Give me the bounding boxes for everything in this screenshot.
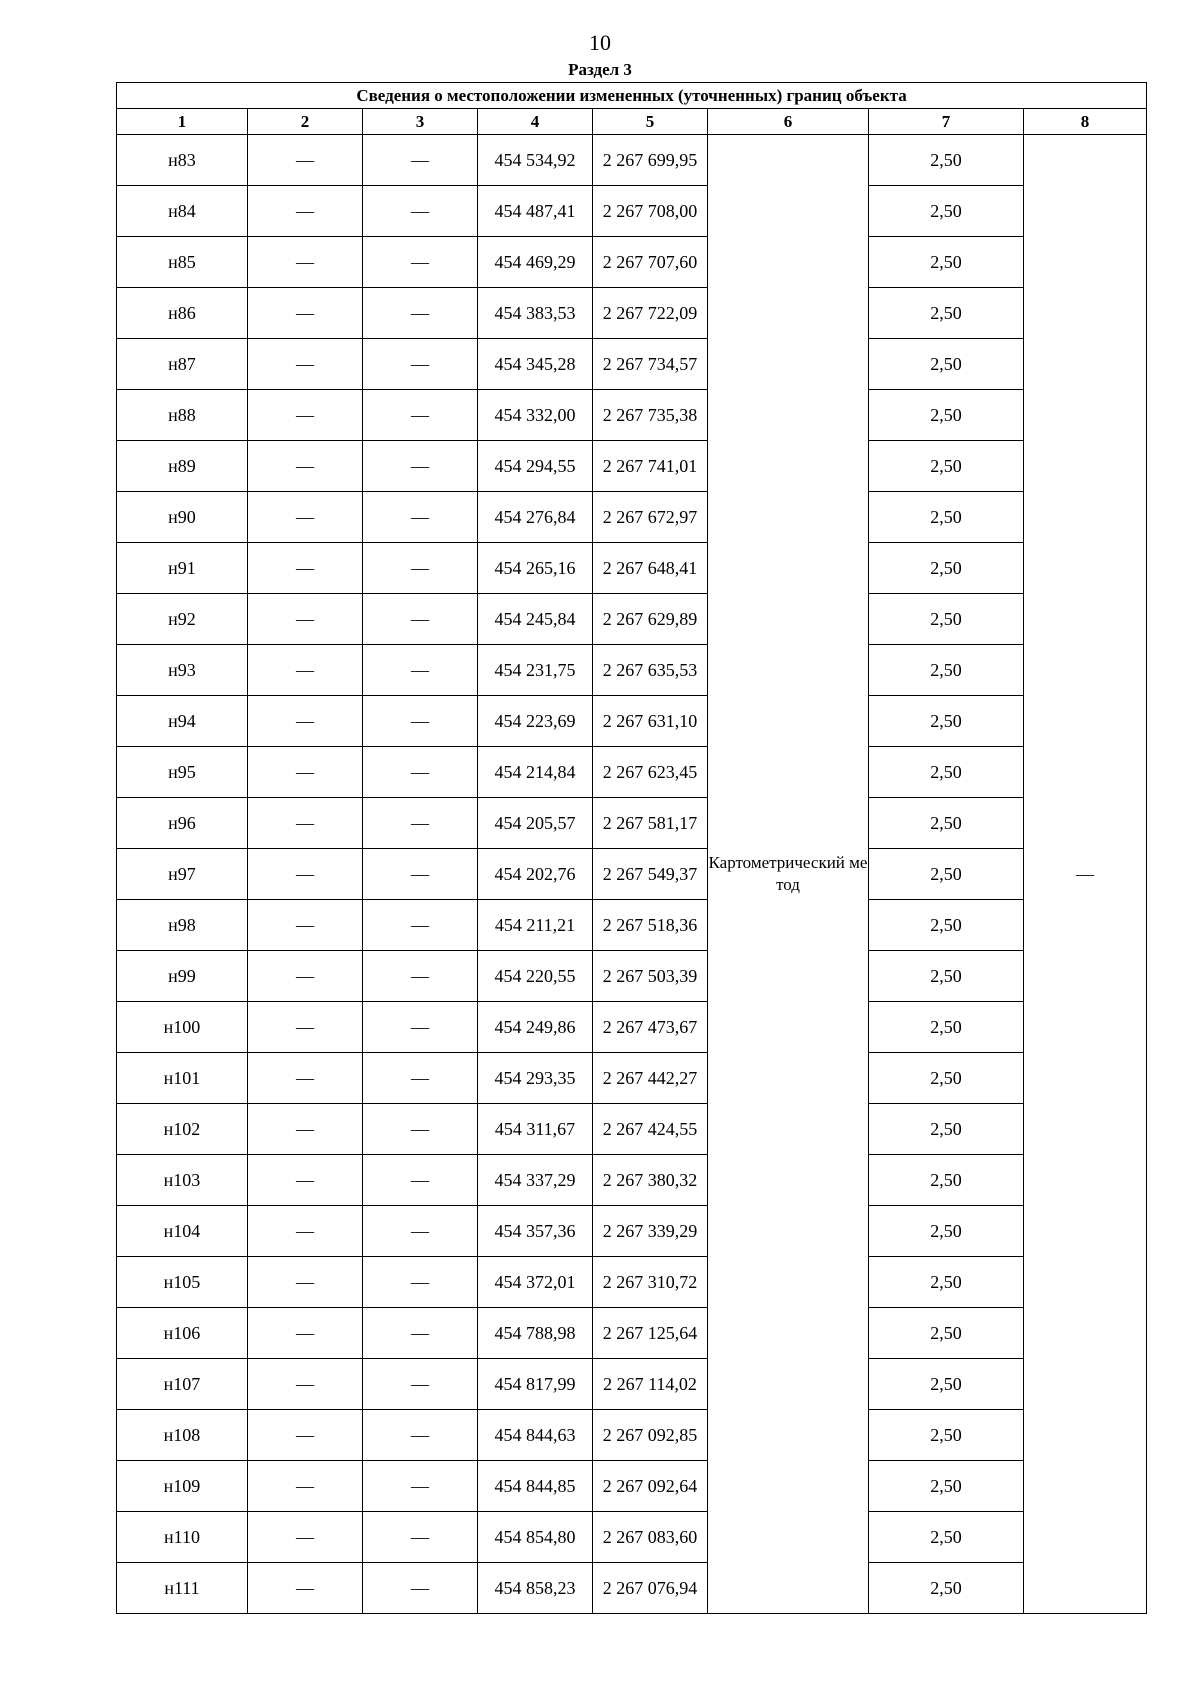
table-row (117, 1308, 1147, 1359)
col2-cell: — (248, 135, 363, 186)
col2-cell: — (248, 594, 363, 645)
y-coordinate-cell: 2 267 741,01 (593, 441, 708, 492)
y-coordinate-cell: 2 267 473,67 (593, 1002, 708, 1053)
col2-cell: — (248, 1359, 363, 1410)
col2-cell: — (248, 441, 363, 492)
accuracy-cell: 2,50 (869, 543, 1024, 594)
accuracy-cell: 2,50 (869, 849, 1024, 900)
table-row (117, 1002, 1147, 1053)
accuracy-cell: 2,50 (869, 696, 1024, 747)
y-coordinate-cell: 2 267 092,85 (593, 1410, 708, 1461)
col3-cell: — (363, 1359, 478, 1410)
x-coordinate-cell: 454 383,53 (478, 288, 593, 339)
accuracy-cell: 2,50 (869, 390, 1024, 441)
accuracy-cell: 2,50 (869, 645, 1024, 696)
point-id-cell: н88 (117, 390, 248, 441)
table-row (117, 900, 1147, 951)
table-row (117, 492, 1147, 543)
col3-cell: — (363, 441, 478, 492)
accuracy-cell: 2,50 (869, 1563, 1024, 1614)
x-coordinate-cell: 454 372,01 (478, 1257, 593, 1308)
col8-cell: — (1024, 135, 1147, 1614)
table-row (117, 1512, 1147, 1563)
point-id-cell: н110 (117, 1512, 248, 1563)
page-number: 10 (589, 30, 611, 55)
col3-cell: — (363, 1563, 478, 1614)
x-coordinate-cell: 454 249,86 (478, 1002, 593, 1053)
y-coordinate-cell: 2 267 648,41 (593, 543, 708, 594)
x-coordinate-cell: 454 345,28 (478, 339, 593, 390)
col2-cell: — (248, 747, 363, 798)
x-coordinate-cell: 454 245,84 (478, 594, 593, 645)
col3-cell: — (363, 696, 478, 747)
point-id-cell: н102 (117, 1104, 248, 1155)
x-coordinate-cell: 454 276,84 (478, 492, 593, 543)
table-row (117, 798, 1147, 849)
y-coordinate-cell: 2 267 707,60 (593, 237, 708, 288)
y-coordinate-cell: 2 267 623,45 (593, 747, 708, 798)
point-id-cell: н90 (117, 492, 248, 543)
col2-cell: — (248, 645, 363, 696)
col3-cell: — (363, 237, 478, 288)
y-coordinate-cell: 2 267 114,02 (593, 1359, 708, 1410)
y-coordinate-cell: 2 267 518,36 (593, 900, 708, 951)
point-id-cell: н98 (117, 900, 248, 951)
accuracy-cell: 2,50 (869, 441, 1024, 492)
table-row (117, 645, 1147, 696)
accuracy-cell: 2,50 (869, 492, 1024, 543)
table-caption: Сведения о местоположении измененных (уточненных) границ объекта (117, 83, 1147, 109)
x-coordinate-cell: 454 265,16 (478, 543, 593, 594)
x-coordinate-cell: 454 534,92 (478, 135, 593, 186)
accuracy-cell: 2,50 (869, 1512, 1024, 1563)
col2-cell: — (248, 1461, 363, 1512)
col2-cell: — (248, 237, 363, 288)
accuracy-cell: 2,50 (869, 900, 1024, 951)
col3-cell: — (363, 798, 478, 849)
point-id-cell: н95 (117, 747, 248, 798)
y-coordinate-cell: 2 267 581,17 (593, 798, 708, 849)
accuracy-cell: 2,50 (869, 1104, 1024, 1155)
col3-cell: — (363, 1053, 478, 1104)
col2-cell: — (248, 492, 363, 543)
y-coordinate-cell: 2 267 708,00 (593, 186, 708, 237)
y-coordinate-cell: 2 267 734,57 (593, 339, 708, 390)
x-coordinate-cell: 454 858,23 (478, 1563, 593, 1614)
x-coordinate-cell: 454 469,29 (478, 237, 593, 288)
y-coordinate-cell: 2 267 549,37 (593, 849, 708, 900)
col2-cell: — (248, 1104, 363, 1155)
point-id-cell: н109 (117, 1461, 248, 1512)
col2-cell: — (248, 1053, 363, 1104)
column-number: 3 (363, 109, 478, 135)
col3-cell: — (363, 1002, 478, 1053)
point-id-cell: н100 (117, 1002, 248, 1053)
boundary-table (116, 82, 1147, 1614)
point-id-cell: н85 (117, 237, 248, 288)
table-row (117, 543, 1147, 594)
col3-cell: — (363, 594, 478, 645)
y-coordinate-cell: 2 267 092,64 (593, 1461, 708, 1512)
col2-cell: — (248, 1308, 363, 1359)
y-coordinate-cell: 2 267 339,29 (593, 1206, 708, 1257)
col3-cell: — (363, 390, 478, 441)
col3-cell: — (363, 543, 478, 594)
table-row (117, 696, 1147, 747)
table-row (117, 1257, 1147, 1308)
col2-cell: — (248, 951, 363, 1002)
point-id-cell: н87 (117, 339, 248, 390)
col2-cell: — (248, 543, 363, 594)
column-number: 7 (869, 109, 1024, 135)
accuracy-cell: 2,50 (869, 135, 1024, 186)
x-coordinate-cell: 454 817,99 (478, 1359, 593, 1410)
y-coordinate-cell: 2 267 631,10 (593, 696, 708, 747)
point-id-cell: н89 (117, 441, 248, 492)
accuracy-cell: 2,50 (869, 1053, 1024, 1104)
accuracy-cell: 2,50 (869, 186, 1024, 237)
accuracy-cell: 2,50 (869, 1410, 1024, 1461)
point-id-cell: н97 (117, 849, 248, 900)
column-number: 4 (478, 109, 593, 135)
y-coordinate-cell: 2 267 672,97 (593, 492, 708, 543)
y-coordinate-cell: 2 267 735,38 (593, 390, 708, 441)
point-id-cell: н94 (117, 696, 248, 747)
point-id-cell: н108 (117, 1410, 248, 1461)
y-coordinate-cell: 2 267 125,64 (593, 1308, 708, 1359)
y-coordinate-cell: 2 267 699,95 (593, 135, 708, 186)
x-coordinate-cell: 454 211,21 (478, 900, 593, 951)
y-coordinate-cell: 2 267 380,32 (593, 1155, 708, 1206)
col3-cell: — (363, 1410, 478, 1461)
y-coordinate-cell: 2 267 083,60 (593, 1512, 708, 1563)
table-row (117, 237, 1147, 288)
x-coordinate-cell: 454 332,00 (478, 390, 593, 441)
table-row (117, 1563, 1147, 1614)
table-row (117, 1410, 1147, 1461)
accuracy-cell: 2,50 (869, 747, 1024, 798)
accuracy-cell: 2,50 (869, 951, 1024, 1002)
point-id-cell: н91 (117, 543, 248, 594)
col3-cell: — (363, 900, 478, 951)
table-row (117, 1461, 1147, 1512)
column-number: 5 (593, 109, 708, 135)
y-coordinate-cell: 2 267 722,09 (593, 288, 708, 339)
col3-cell: — (363, 135, 478, 186)
col3-cell: — (363, 1155, 478, 1206)
col2-cell: — (248, 186, 363, 237)
point-id-cell: н101 (117, 1053, 248, 1104)
accuracy-cell: 2,50 (869, 1359, 1024, 1410)
col2-cell: — (248, 288, 363, 339)
x-coordinate-cell: 454 357,36 (478, 1206, 593, 1257)
col3-cell: — (363, 492, 478, 543)
x-coordinate-cell: 454 844,63 (478, 1410, 593, 1461)
x-coordinate-cell: 454 214,84 (478, 747, 593, 798)
point-id-cell: н106 (117, 1308, 248, 1359)
section-title: Раздел 3 (568, 60, 632, 79)
table-row (117, 747, 1147, 798)
x-coordinate-cell: 454 205,57 (478, 798, 593, 849)
col3-cell: — (363, 1257, 478, 1308)
x-coordinate-cell: 454 202,76 (478, 849, 593, 900)
column-number: 1 (117, 109, 248, 135)
col2-cell: — (248, 696, 363, 747)
x-coordinate-cell: 454 788,98 (478, 1308, 593, 1359)
col3-cell: — (363, 747, 478, 798)
col2-cell: — (248, 798, 363, 849)
x-coordinate-cell: 454 854,80 (478, 1512, 593, 1563)
point-id-cell: н107 (117, 1359, 248, 1410)
x-coordinate-cell: 454 223,69 (478, 696, 593, 747)
col2-cell: — (248, 1257, 363, 1308)
point-id-cell: н93 (117, 645, 248, 696)
col3-cell: — (363, 186, 478, 237)
y-coordinate-cell: 2 267 503,39 (593, 951, 708, 1002)
y-coordinate-cell: 2 267 635,53 (593, 645, 708, 696)
accuracy-cell: 2,50 (869, 594, 1024, 645)
table-row (117, 1359, 1147, 1410)
x-coordinate-cell: 454 231,75 (478, 645, 593, 696)
table-row (117, 1053, 1147, 1104)
col2-cell: — (248, 1410, 363, 1461)
col2-cell: — (248, 1002, 363, 1053)
x-coordinate-cell: 454 294,55 (478, 441, 593, 492)
col2-cell: — (248, 1563, 363, 1614)
col3-cell: — (363, 1308, 478, 1359)
table-body (117, 135, 1147, 1614)
table-row (117, 951, 1147, 1002)
x-coordinate-cell: 454 220,55 (478, 951, 593, 1002)
point-id-cell: н105 (117, 1257, 248, 1308)
table-row (117, 1155, 1147, 1206)
point-id-cell: н92 (117, 594, 248, 645)
table-row (117, 441, 1147, 492)
x-coordinate-cell: 454 337,29 (478, 1155, 593, 1206)
x-coordinate-cell: 454 311,67 (478, 1104, 593, 1155)
column-number-row (117, 109, 1147, 135)
accuracy-cell: 2,50 (869, 237, 1024, 288)
point-id-cell: н84 (117, 186, 248, 237)
table-row (117, 135, 1147, 186)
col3-cell: — (363, 1512, 478, 1563)
col2-cell: — (248, 900, 363, 951)
table-row (117, 186, 1147, 237)
table-row (117, 339, 1147, 390)
accuracy-cell: 2,50 (869, 1155, 1024, 1206)
x-coordinate-cell: 454 293,35 (478, 1053, 593, 1104)
col3-cell: — (363, 849, 478, 900)
table-row (117, 1206, 1147, 1257)
y-coordinate-cell: 2 267 310,72 (593, 1257, 708, 1308)
accuracy-cell: 2,50 (869, 1461, 1024, 1512)
col2-cell: — (248, 1206, 363, 1257)
col2-cell: — (248, 1155, 363, 1206)
point-id-cell: н111 (117, 1563, 248, 1614)
col3-cell: — (363, 339, 478, 390)
point-id-cell: н96 (117, 798, 248, 849)
col2-cell: — (248, 1512, 363, 1563)
accuracy-cell: 2,50 (869, 288, 1024, 339)
column-number: 2 (248, 109, 363, 135)
table-row (117, 288, 1147, 339)
y-coordinate-cell: 2 267 629,89 (593, 594, 708, 645)
table-row (117, 849, 1147, 900)
table-row (117, 390, 1147, 441)
col3-cell: — (363, 1461, 478, 1512)
point-id-cell: н104 (117, 1206, 248, 1257)
method-cell: Картометрический метод (708, 135, 869, 1614)
accuracy-cell: 2,50 (869, 1308, 1024, 1359)
y-coordinate-cell: 2 267 076,94 (593, 1563, 708, 1614)
y-coordinate-cell: 2 267 424,55 (593, 1104, 708, 1155)
table-row (117, 594, 1147, 645)
point-id-cell: н86 (117, 288, 248, 339)
accuracy-cell: 2,50 (869, 1206, 1024, 1257)
col3-cell: — (363, 645, 478, 696)
col3-cell: — (363, 288, 478, 339)
accuracy-cell: 2,50 (869, 1002, 1024, 1053)
accuracy-cell: 2,50 (869, 339, 1024, 390)
col3-cell: — (363, 1104, 478, 1155)
point-id-cell: н99 (117, 951, 248, 1002)
table-row (117, 1104, 1147, 1155)
x-coordinate-cell: 454 844,85 (478, 1461, 593, 1512)
x-coordinate-cell: 454 487,41 (478, 186, 593, 237)
col2-cell: — (248, 339, 363, 390)
col2-cell: — (248, 390, 363, 441)
column-number: 6 (708, 109, 869, 135)
point-id-cell: н103 (117, 1155, 248, 1206)
col2-cell: — (248, 849, 363, 900)
col3-cell: — (363, 1206, 478, 1257)
y-coordinate-cell: 2 267 442,27 (593, 1053, 708, 1104)
accuracy-cell: 2,50 (869, 1257, 1024, 1308)
col3-cell: — (363, 951, 478, 1002)
accuracy-cell: 2,50 (869, 798, 1024, 849)
point-id-cell: н83 (117, 135, 248, 186)
column-number: 8 (1024, 109, 1147, 135)
